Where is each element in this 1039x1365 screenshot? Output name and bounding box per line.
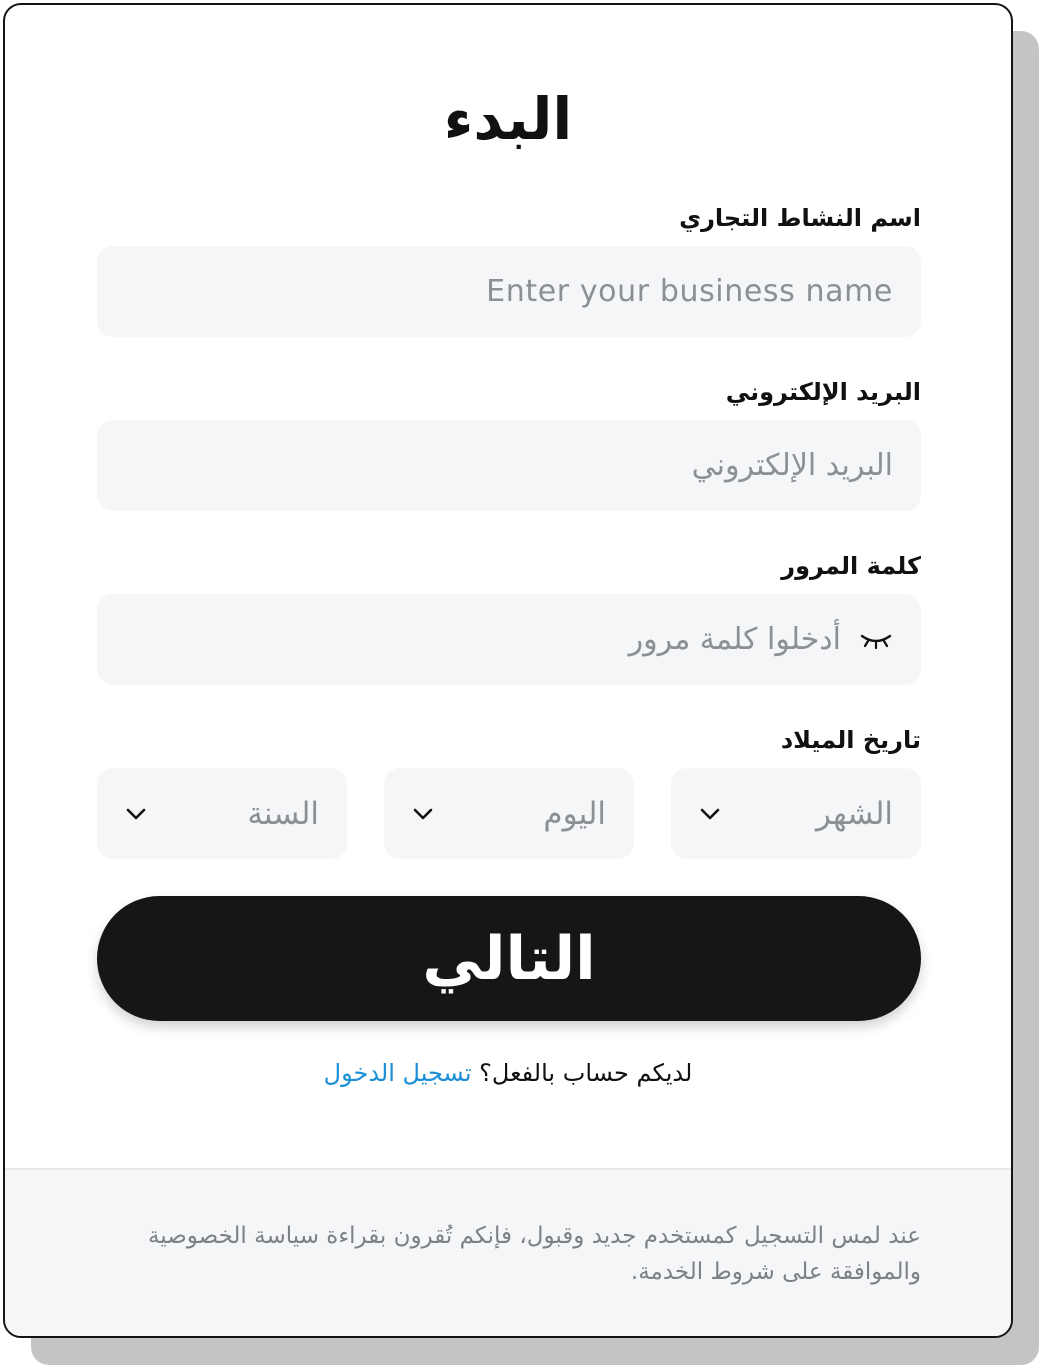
birthdate-selects: [97, 768, 921, 859]
next-button[interactable]: التالي: [97, 896, 921, 1021]
signup-card: [3, 3, 1013, 1338]
birthdate-label: تاريخ الميلاد: [780, 726, 921, 754]
business-name-input[interactable]: [97, 246, 921, 337]
year-select[interactable]: [97, 768, 347, 859]
eye-closed-icon[interactable]: [859, 630, 893, 650]
signup-form: [5, 5, 1011, 1171]
email-input[interactable]: [97, 420, 921, 511]
month-select[interactable]: [671, 768, 921, 859]
email-label: البريد الإلكتروني: [725, 378, 921, 406]
terms-footer: [5, 1168, 1011, 1336]
signin-prompt-text: لديكم حساب بالفعل؟: [479, 1059, 693, 1087]
chevron-down-icon: [699, 807, 721, 821]
year-select-value: السنة: [247, 795, 319, 832]
business-name-placeholder: Enter your business name: [486, 274, 893, 309]
business-name-label: اسم النشاط التجاري: [679, 204, 921, 232]
chevron-down-icon: [412, 807, 434, 821]
day-select[interactable]: [384, 768, 634, 859]
signin-link[interactable]: تسجيل الدخول: [323, 1059, 472, 1087]
signin-prompt: [5, 1059, 1011, 1087]
terms-text: عند لمس التسجيل كمستخدم جديد وقبول، فإنكم تُقرون بقراءة سياسة الخصوصية والموافقة على شروط الخدمة.: [147, 1223, 921, 1285]
page-title: البدء: [443, 85, 573, 153]
password-placeholder: أدخلوا كلمة مرور: [628, 622, 841, 657]
day-select-value: اليوم: [543, 795, 606, 832]
password-input[interactable]: [97, 594, 921, 685]
email-placeholder: البريد الإلكتروني: [691, 448, 893, 483]
chevron-down-icon: [125, 807, 147, 821]
month-select-value: الشهر: [815, 795, 893, 832]
password-label: كلمة المرور: [781, 552, 921, 580]
